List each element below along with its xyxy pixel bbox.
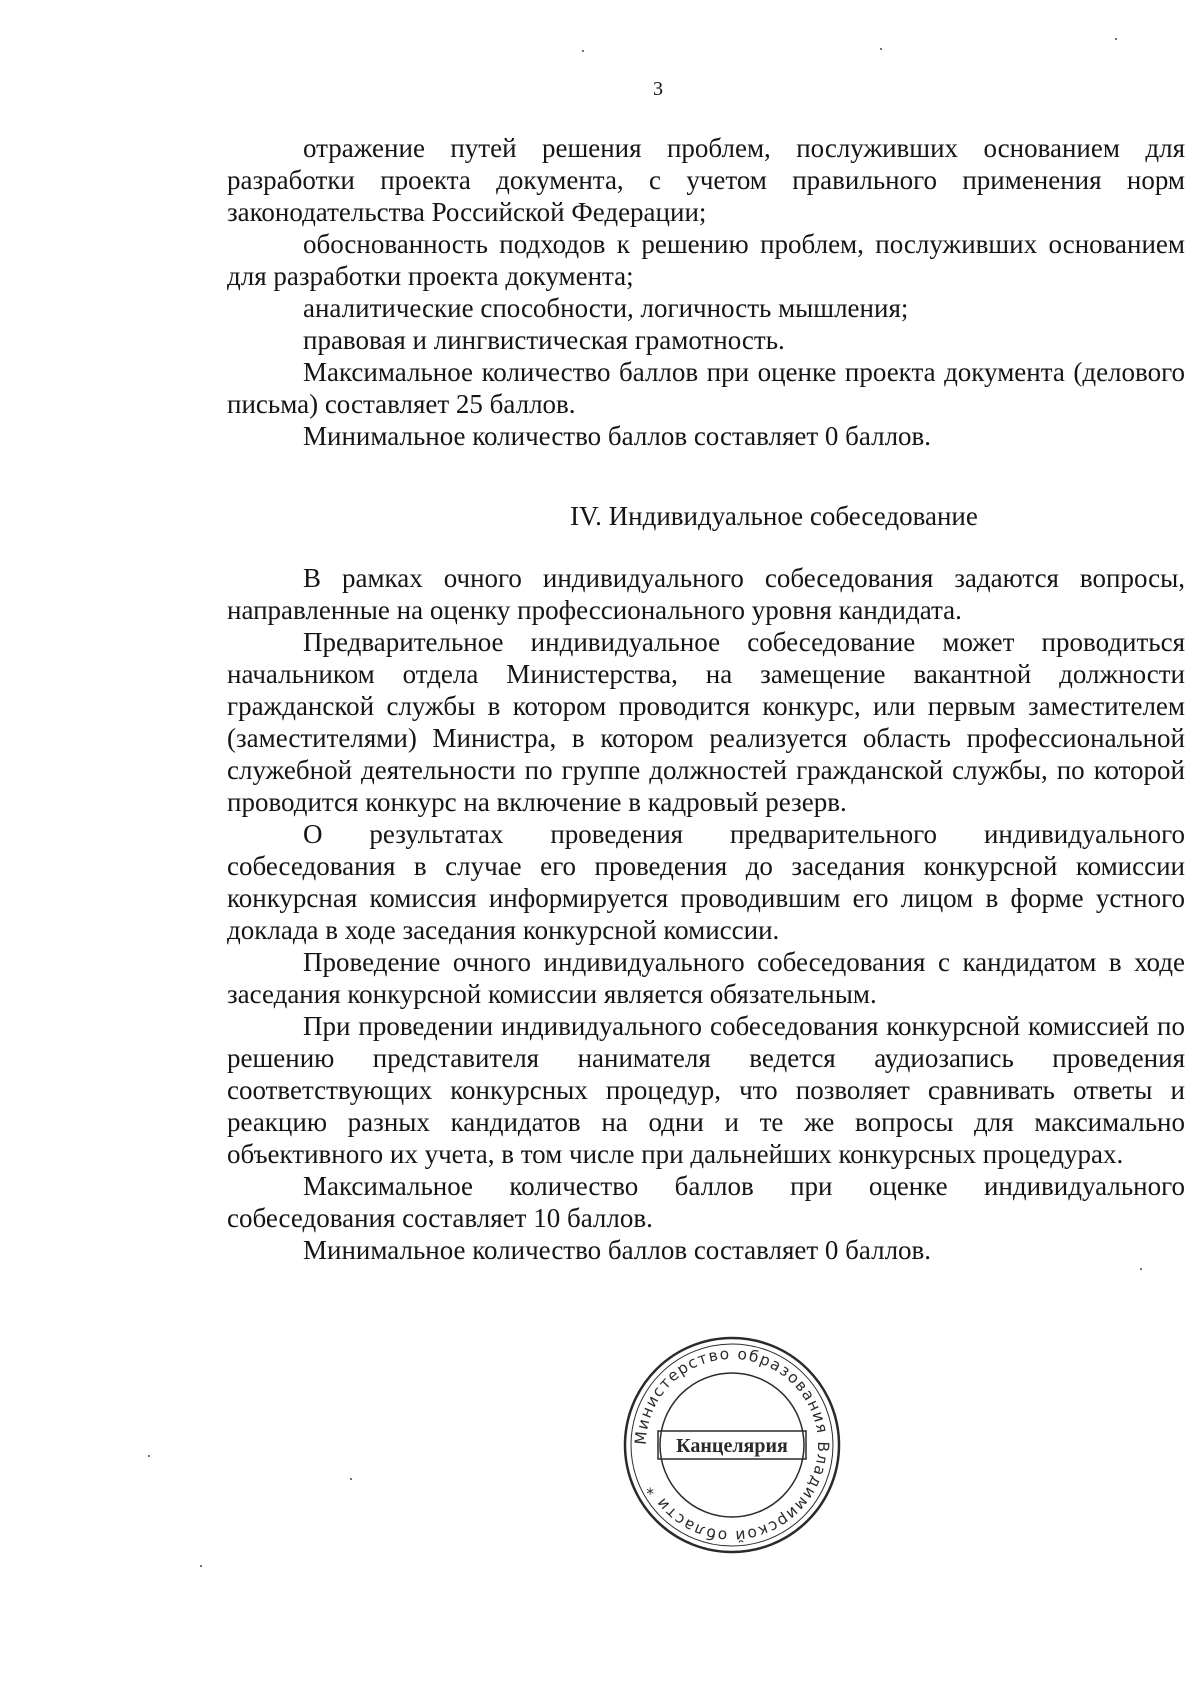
- stamp-ring-text: Министерство образования Владимирской области *: [631, 1344, 833, 1546]
- section-heading-iv: IV. Индивидуальное собеседование: [570, 501, 978, 531]
- paragraph-criteria-2: обоснованность подходов к решению проблем, послуживших основанием для разработки проекта документа;: [227, 229, 1185, 291]
- stamp-center-text: Канцелярия: [676, 1435, 788, 1457]
- scan-speck: [148, 1455, 150, 1457]
- scan-speck: [582, 50, 584, 52]
- paragraph-interview-5: При проведении индивидуального собеседования конкурсной комиссией по решению представителя нанимателя ведется аудиозапись проведения соответствующих конкурсных процедур, что позволяет сравнивать ответы и реакцию разных кандидатов на одни и те же вопросы для максимально объективного их учета, в том числе при дальнейших конкурсных процедурах.: [227, 1011, 1185, 1169]
- paragraph-min-score-interview: Минимальное количество баллов составляет 0 баллов.: [303, 1235, 932, 1265]
- criteria-block: [227, 132, 1185, 452]
- paragraph-max-score-document: Максимальное количество баллов при оценке проекта документа (делового письма) составляет 25 баллов.: [227, 357, 1185, 419]
- scan-speck: [1140, 1268, 1142, 1270]
- paragraph-interview-4: Проведение очного индивидуального собеседования с кандидатом в ходе заседания конкурсной комиссии является обязательным.: [227, 947, 1185, 1009]
- paragraph-criteria-1: отражение путей решения проблем, послуживших основанием для разработки проекта документа, с учетом правильного применения норм законодательства Российской Федерации;: [227, 133, 1185, 227]
- scan-speck: [880, 48, 882, 50]
- interview-block: [227, 562, 1185, 1266]
- paragraph-criteria-4: правовая и лингвистическая грамотность.: [303, 325, 785, 355]
- paragraph-min-score-document: Минимальное количество баллов составляет 0 баллов.: [303, 421, 932, 451]
- paragraph-interview-2: Предварительное индивидуальное собеседование может проводиться начальником отдела Министерства, на замещение вакантной должности гражданской службы в котором проводится конкурс, или первым заместителем (заместителями) Министра, в котором реализуется область профессиональной служебной деятельности по группе должностей гражданской службы, по которой проводится конкурс на включение в кадровый резерв.: [227, 627, 1185, 817]
- paragraph-max-score-interview: Максимальное количество баллов при оценке индивидуального собеседования составляет 10 баллов.: [227, 1171, 1185, 1233]
- paragraph-interview-1: В рамках очного индивидуального собеседования задаются вопросы, направленные на оценку профессионального уровня кандидата.: [227, 563, 1185, 625]
- paragraph-criteria-3: аналитические способности, логичность мышления;: [303, 293, 909, 323]
- scan-speck: [1115, 38, 1117, 40]
- office-stamp: [622, 1335, 842, 1555]
- paragraph-interview-3: О результатах проведения предварительного индивидуального собеседования в случае его проведения до заседания конкурсной комиссии конкурсная комиссия информируется проводившим его лицом в форме устного доклада в ходе заседания конкурсной комиссии.: [227, 819, 1185, 945]
- page-number: 3: [653, 78, 663, 100]
- scan-speck: [350, 1478, 352, 1480]
- scan-speck: [200, 1565, 202, 1567]
